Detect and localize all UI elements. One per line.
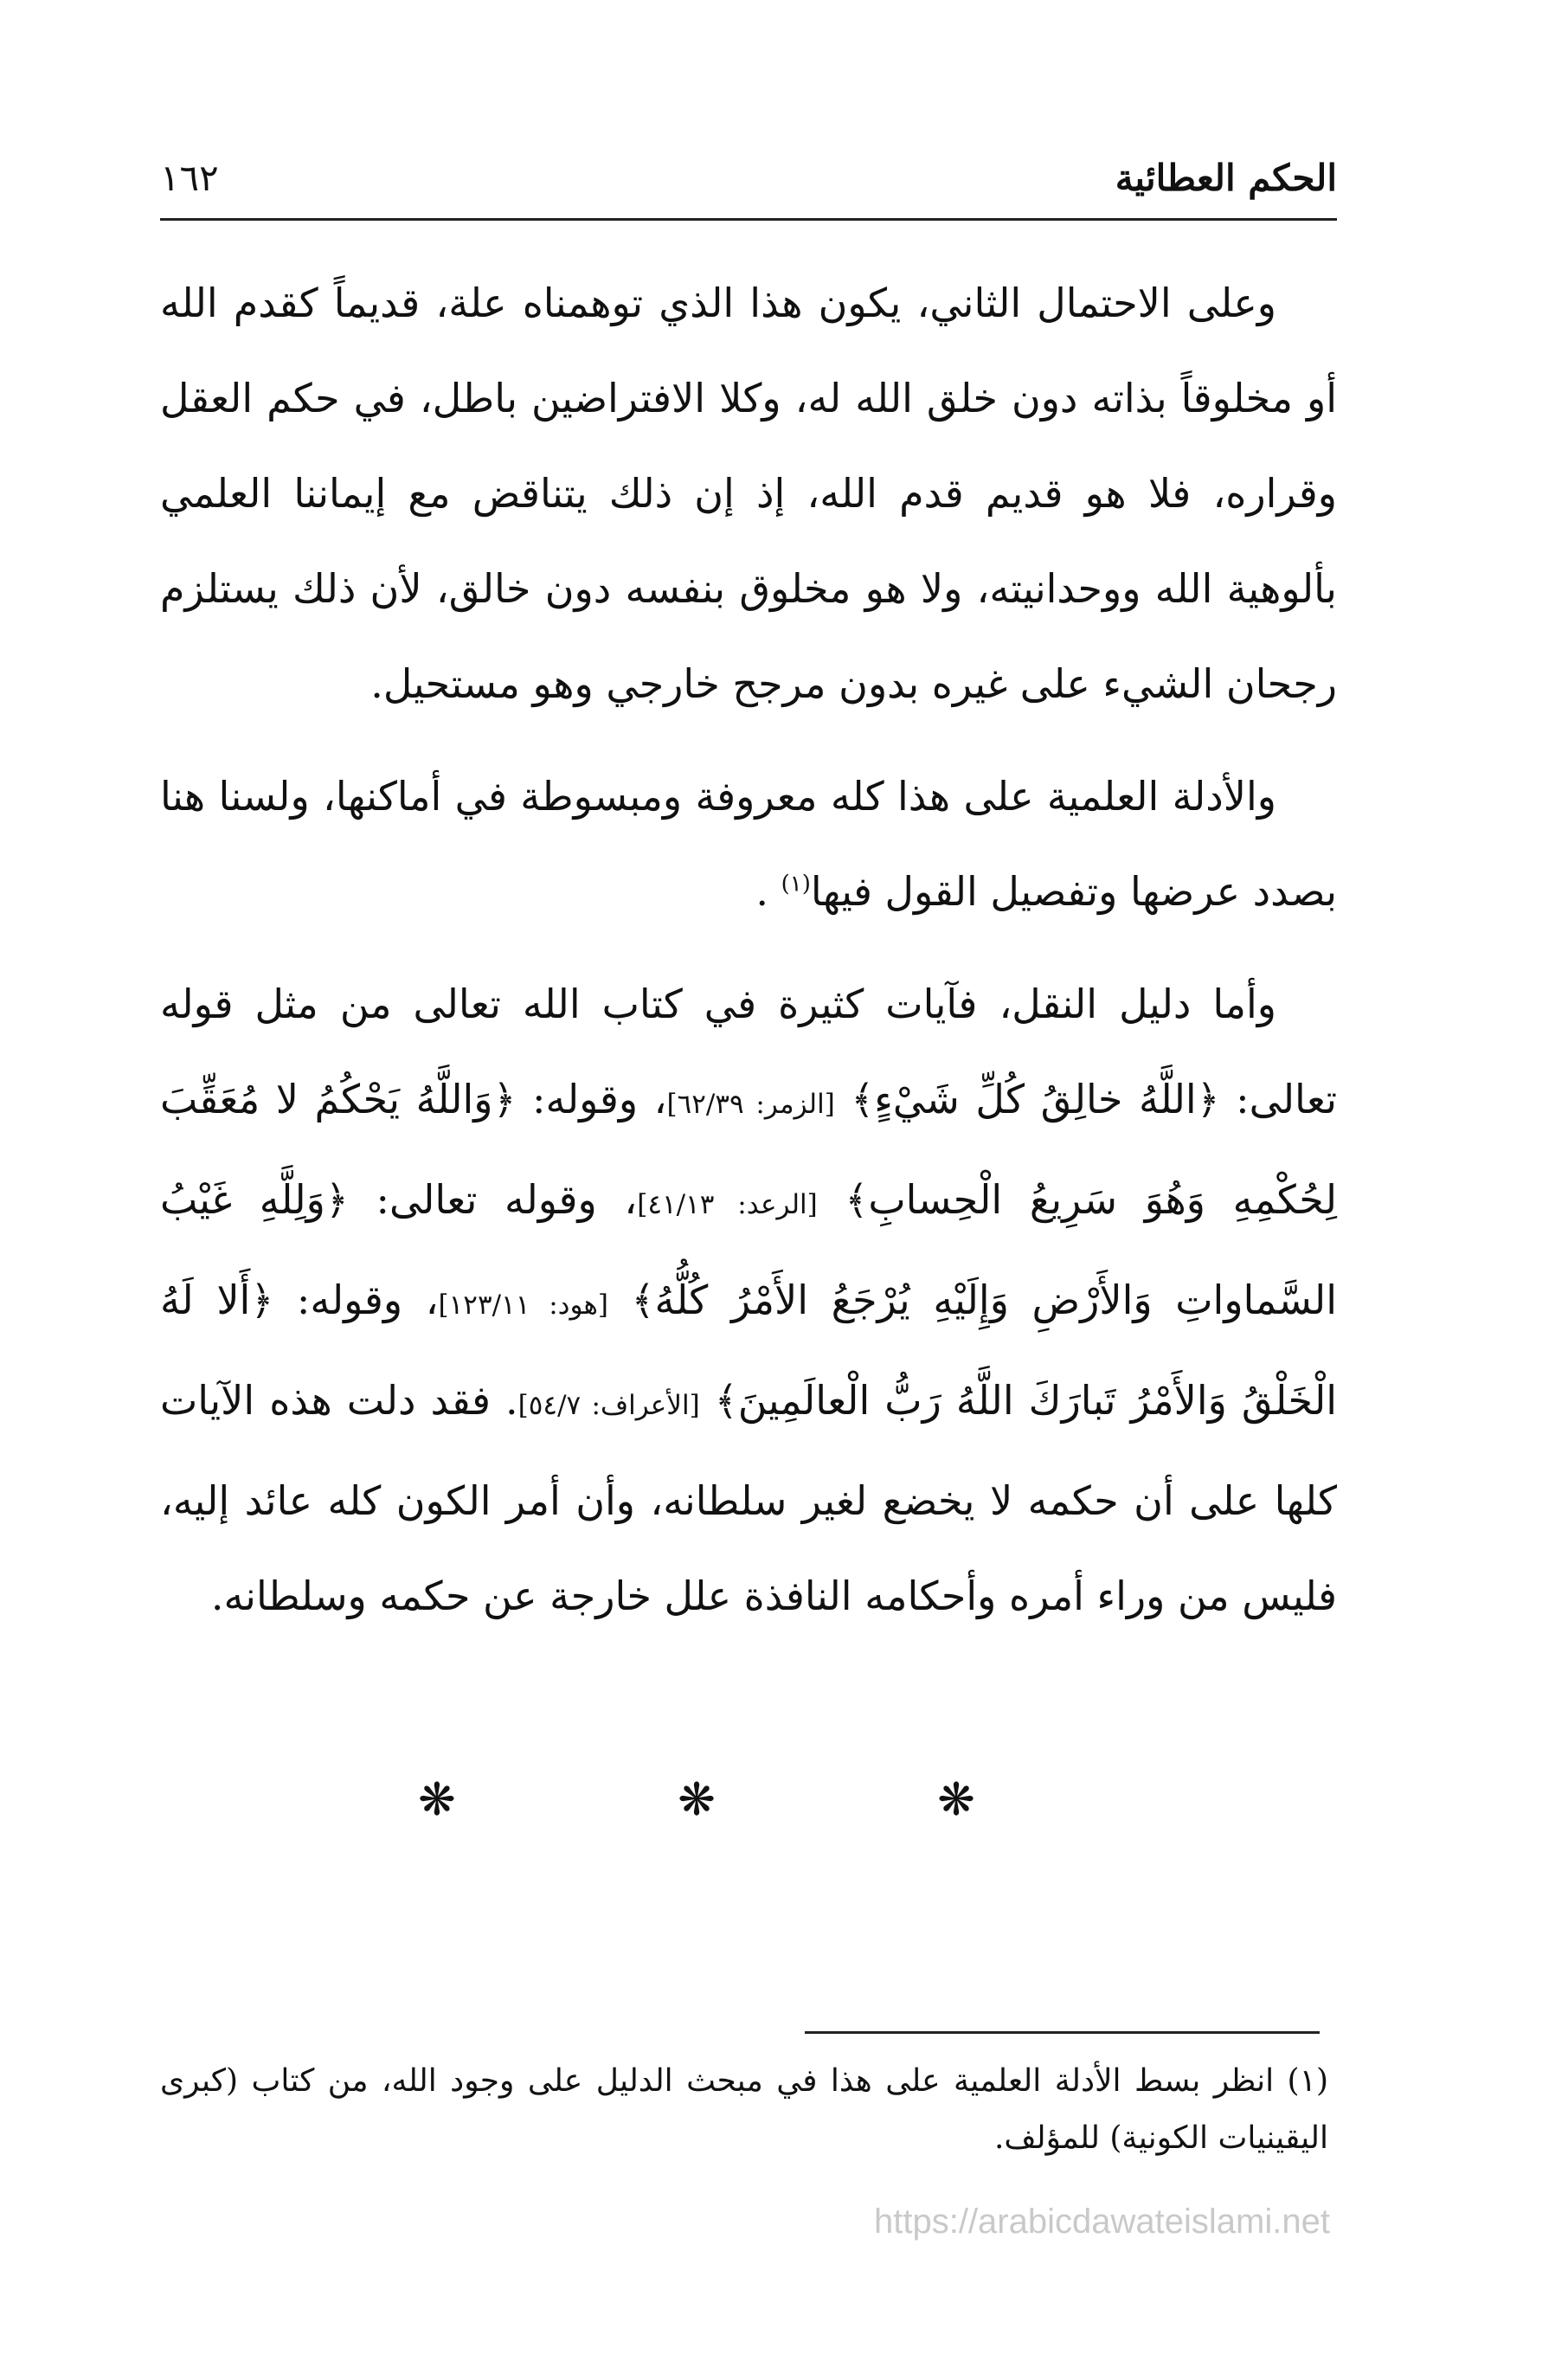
paragraph-2 — [160, 749, 1337, 939]
citation-raad: [الرعد: ٤١/١٣] — [637, 1189, 818, 1220]
page-number: ١٦٢ — [160, 157, 219, 199]
header-rule — [160, 218, 1337, 221]
verses-text-1: وأما دليل النقل، فآيات كثيرة في كتاب الله تعالى من مثل قوله تعالى: ﴿اللَّهُ خالِقُ كُلِّ شَيْءٍ﴾ — [160, 981, 1337, 1122]
footnote-rule — [805, 2031, 1320, 2034]
page-body — [160, 255, 1337, 1661]
footnote-reference[interactable]: (١) — [781, 871, 811, 897]
page-header — [160, 151, 1337, 221]
citation-araf: [الأعراف: ٥٤/٧] — [517, 1390, 700, 1421]
watermark-url: https://arabicdawateislami.net — [874, 2203, 1330, 2241]
paragraph-2-text: والأدلة العلمية على هذا كله معروفة ومبسوطة في أماكنها، ولسنا هنا بصدد عرضها وتفصيل القول فيها — [160, 773, 1337, 915]
section-separator: ❋ ❋ ❋ — [418, 1774, 1079, 1826]
verses-text-3: ، وقوله تعالى: ﴿وَلِلَّهِ غَيْبُ السَّماواتِ وَالأَرْضِ وَإِلَيْهِ يُرْجَعُ الأَمْرُ كُلُّهُ﴾ — [160, 1176, 1337, 1323]
verses-text-5: . فقد دلت هذه الآيات كلها على أن حكمه لا يخضع لغير سلطانه، وأن أمر الكون كله عائد إليه، فليس من وراء أمره وأحكامه النافذة علل خارجة عن حكمه وسلطانه. — [160, 1377, 1338, 1619]
paragraph-2-tail: . — [755, 868, 781, 915]
citation-hud: [هود: ١٢٣/١١] — [438, 1290, 608, 1321]
paragraph-3 — [160, 956, 1337, 1643]
book-title: الحكم العطائية — [1115, 157, 1337, 199]
paragraph-1: وعلى الاحتمال الثاني، يكون هذا الذي توهمناه علة، قديماً كقدم الله أو مخلوقاً بذاته دون خلق الله له، وكلا الافتراضين باطل، في حكم العقل وقراره، فلا هو قديم قدم الله، إذ إن ذلك يتناقض مع إيماننا العلمي بألوهية الله ووحدانيته، ولا هو مخلوق بنفسه دون خالق، لأن ذلك يستلزم رجحان الشيء على غيره بدون مرجح خارجي وهو مستحيل. — [160, 280, 1337, 707]
footnote — [160, 2053, 1328, 2167]
citation-zumar: [الزمر: ٦٢/٣٩] — [666, 1089, 835, 1120]
footnote-text: (١) انظر بسط الأدلة العلمية على هذا في مبحث الدليل على وجود الله، من كتاب (كبرى اليقينيات الكونية) للمؤلف. — [160, 2063, 1328, 2156]
verses-text-4: ، وقوله: ﴿أَلا لَهُ الْخَلْقُ وَالأَمْرُ تَبارَكَ اللَّهُ رَبُّ الْعالَمِينَ﴾ — [160, 1277, 1337, 1424]
verses-text-2: ، وقوله: ﴿وَاللَّهُ يَحْكُمُ لا مُعَقِّبَ لِحُكْمِهِ وَهُوَ سَرِيعُ الْحِسابِ﴾ — [160, 1076, 1338, 1223]
